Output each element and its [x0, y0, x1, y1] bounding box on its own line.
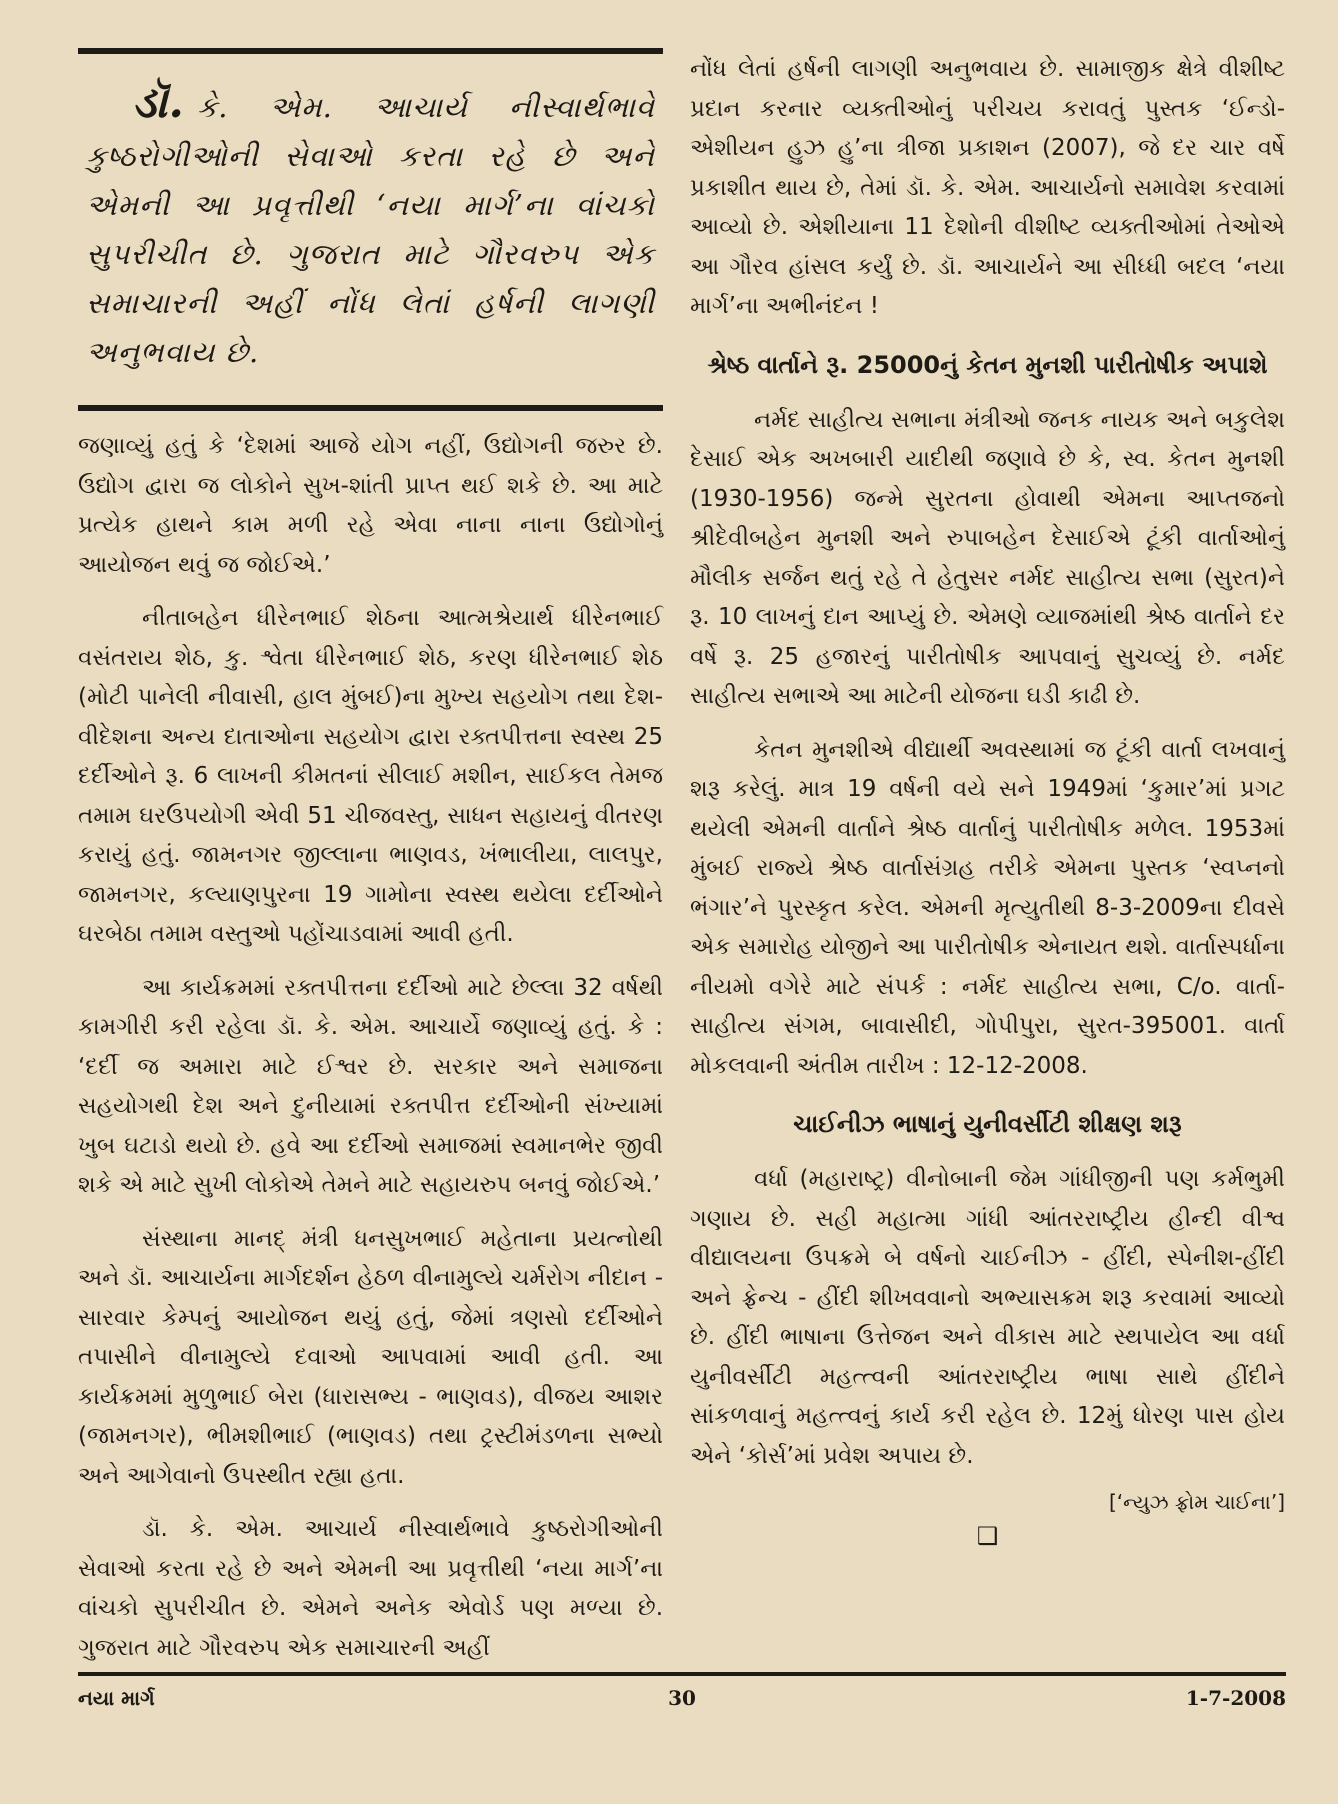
article-heading-prize: શ્રેષ્ઠ વાર્તાને રૂ. 25000નું કેતન મુનશી પારીતોષીક અપાશે [707, 350, 1268, 379]
article-heading-chinese: ચાઈનીઝ ભાષાનું યુનીવર્સીટી શીક્ષણ શરૂ [793, 1110, 1182, 1138]
right-paragraph: કેતન મુનશીએ વીદ્યાર્થી અવસ્થામાં જ ટૂંકી વાર્તા લખવાનું શરૂ કરેલું. માત્ર 19 વર્ષની વયે સને 1949માં ‘કુમાર’માં પ્રગટ થયેલી એમની વાર્તાને શ્રેષ્ઠ વાર્તાનું પારીતોષીક મળેલ. 1953માં મુંબઈ રાજ્યે શ્રેષ્ઠ વાર્તાસંગ્રહ તરીકે એમના પુસ્તક ‘સ્વપ્નનો ભંગાર’ને પુરસ્કૃત કરેલ. એમની મૃત્યુતીથી 8-3-2009ના દીવસે એક સમારોહ યોજીને આ પારીતોષીક એનાયત થશે. વાર્તાસ્પર્ધાના નીયમો વગેરે માટે સંપર્ક : નર્મદ સાહીત્ય સભા, C/o. વાર્તા- સાહીત્ય સંગમ, બાવાસીદી, ગોપીપુરા, સુરત-395001. વાર્તા મોકલવાની અંતીમ તારીખ : 12-12-2008. [690, 736, 1285, 1079]
source-credit: [‘ન્યુઝ ફ્રોમ ચાઈના’] [1108, 1490, 1285, 1514]
right-paragraph: વર્ધા (મહારાષ્ટ્ર) વીનોબાની જેમ ગાંધીજીની પણ કર્મભુમી ગણાય છે. સહી મહાત્મા ગાંધી આંતરરાષ્ટ્રીય હીન્દી વીશ્વ વીદ્યાલયના ઉપક્રમે બે વર્ષનો ચાઈનીઝ - હીંદી, સ્પેનીશ-હીંદી અને ફ્રેન્ચ - હીંદી શીખવવાનો અભ્યાસક્રમ શરૂ કરવામાં આવ્યો છે. હીંદી ભાષાના ઉત્તેજન અને વીકાસ માટે સ્થપાયેલ આ વર્ધા યુનીવર્સીટી મહત્ત્વની આંતરરાષ્ટ્રીય ભાષા સાથે હીંદીને સાંકળવાનું મહત્ત્વનું કાર્ય કરી રહેલ છે. 12મું ધોરણ પાસ હોય એને ‘કોર્સ’માં પ્રવેશ અપાય છે. [690, 1166, 1285, 1469]
footer-rule [78, 1672, 1286, 1676]
pull-quote-top-rule [78, 48, 663, 54]
right-paragraph: નર્મદ સાહીત્ય સભાના મંત્રીઓ જનક નાયક અને બકુલેશ દેસાઈ એક અખબારી યાદીથી જણાવે છે કે, સ્વ. કેતન મુનશી (1930-1956) જન્મે સુરતના હોવાથી એમના આપ્તજનો શ્રીદેવીબહેન મુનશી અને રુપાબહેન દેસાઈએ ટૂંકી વાર્તાઓનું મૌલીક સર્જન થતું રહે તે હેતુસર નર્મદ સાહીત્ય સભા (સુરત)ને રૂ. 10 લાખનું દાન આપ્યું છે. એમણે વ્યાજમાંથી શ્રેષ્ઠ વાર્તાને દર વર્ષે રૂ. 25 હજારનું પારીતોષીક આપવાનું સુચવ્યું છે. નર્મદ સાહીત્ય સભાએ આ માટેની યોજના ઘડી કાઢી છે. [690, 406, 1285, 709]
footer-date: 1-7-2008 [1185, 1686, 1286, 1710]
pull-quote [78, 68, 663, 391]
footer-page-number: 30 [668, 1686, 696, 1710]
left-paragraph: ડૉ. કે. એમ. આચાર્ય નીસ્વાર્થભાવે કુષ્ઠરોગીઓની સેવાઓ કરતા રહે છે અને એમની આ પ્રવૃત્તીથી ‘નયા માર્ગ’ના વાંચકો સુપરીચીત છે. એમને અનેક એવોર્ડ પણ મળ્યા છે. ગુજરાત માટે ગૌરવરુપ એક સમાચારની અહીં [78, 1516, 663, 1661]
left-paragraph: જણાવ્યું હતું કે ‘દેશમાં આજે યોગ નહીં, ઉદ્યોગની જરુર છે. ઉદ્યોગ દ્વારા જ લોકોને સુખ-શાંતી પ્રાપ્ત થઈ શકે છે. આ માટે પ્રત્યેક હાથને કામ મળી રહે એવા નાના નાના ઉદ્યોગોનું આયોજન થવું જ જોઈએ.’ [78, 433, 663, 578]
pull-quote-bottom-rule [78, 405, 663, 411]
pull-quote-lead: ડૉ. [132, 77, 185, 128]
end-of-article-box-icon: ❑ [976, 1522, 999, 1550]
right-column [690, 50, 1285, 1550]
left-paragraph: સંસ્થાના માનદ્ મંત્રી ધનસુખભાઈ મહેતાના પ્રયત્નોથી અને ડૉ. આચાર્યના માર્ગદર્શન હેઠળ વીનામુલ્યે ચર્મરોગ નીદાન - સારવાર કેમ્પનું આયોજન થયું હતું, જેમાં ત્રણસો દર્દીઓને તપાસીને વીનામુલ્યે દવાઓ આપવામાં આવી હતી. આ કાર્યક્રમમાં મુળુભાઈ બેરા (ધારાસભ્ય - ભાણવડ), વીજય આશર (જામનગર), ભીમશીભાઈ (ભાણવડ) તથા ટ્રસ્ટીમંડળના સભ્યો અને આગેવાનો ઉપસ્થીત રહ્યા હતા. [78, 1225, 663, 1489]
left-paragraph: આ કાર્યક્રમમાં રક્તપીત્તના દર્દીઓ માટે છેલ્લા 32 વર્ષથી કામગીરી કરી રહેલા ડૉ. કે. એમ. આચાર્યે જણાવ્યું હતું. કે : ‘દર્દી જ અમારા માટે ઈશ્વર છે. સરકાર અને સમાજના સહયોગથી દેશ અને દુનીયામાં રક્તપીત્ત દર્દીઓની સંખ્યામાં ખુબ ઘટાડો થયો છે. હવે આ દર્દીઓ સમાજમાં સ્વમાનભેર જીવી શકે એ માટે સુખી લોકોએ તેમને માટે સહાયરુપ બનવું જોઈએ.’ [78, 974, 663, 1198]
left-column [78, 48, 663, 1682]
footer-magazine-name: નયા માર્ગ [78, 1686, 155, 1710]
left-paragraph: નીતાબહેન ધીરેનભાઈ શેઠના આત્મશ્રેયાર્થ ધીરેનભાઈ વસંતરાય શેઠ, કુ. શ્વેતા ધીરેનભાઈ શેઠ, કરણ ધીરેનભાઈ શેઠ (મોટી પાનેલી નીવાસી, હાલ મુંબઈ)ના મુખ્ય સહયોગ તથા દેશ- વીદેશના અન્ય દાતાઓના સહયોગ દ્વારા રક્તપીત્તના સ્વસ્થ 25 દર્દીઓને રૂ. 6 લાખની કીમતનાં સીલાઈ મશીન, સાઈકલ તેમજ તમામ ઘરઉપયોગી એવી 51 ચીજવસ્તુ, સાધન સહાયનું વીતરણ કરાયું હતું. જામનગર જીલ્લાના ભાણવડ, ખંભાલીયા, લાલપુર, જામનગર, કલ્યાણપુરના 19 ગામોના સ્વસ્થ થયેલા દર્દીઓને ઘરબેઠા તમામ વસ્તુઓ પહોંચાડવામાં આવી હતી. [78, 605, 663, 947]
right-intro-paragraph: નોંધ લેતાં હર્ષની લાગણી અનુભવાય છે. સામાજીક ક્ષેત્રે વીશીષ્ટ પ્રદાન કરનાર વ્યક્તીઓનું પરીચય કરાવતું પુસ્તક ‘ઈન્ડો-એશીયન હુઝ હુ’ના ત્રીજા પ્રકાશન (2007), જે દર ચાર વર્ષે પ્રકાશીત થાય છે, તેમાં ડૉ. કે. એમ. આચાર્યનો સમાવેશ કરવામાં આવ્યો છે. એશીયાના 11 દેશોની વીશીષ્ટ વ્યક્તીઓમાં તેઓએ આ ગૌરવ હાંસલ કર્યું છે. ડૉ. આચાર્યને આ સીધ્ધી બદલ ‘નયા માર્ગ’ના અભીનંદન ! [690, 56, 1285, 319]
pull-quote-text: કે. એમ. આચાર્ય નીસ્વાર્થભાવે કુષ્ઠરોગીઓની સેવાઓ કરતા રહે છે અને એમની આ પ્રવૃત્તીથી ‘નયા માર્ગ’ના વાંચકો સુપરીચીત છે. ગુજરાત માટે ગૌરવરુપ એક સમાચારની અહીં નોંધ લેતાં હર્ષની લાગણી અનુભવાય છે. [86, 90, 655, 369]
